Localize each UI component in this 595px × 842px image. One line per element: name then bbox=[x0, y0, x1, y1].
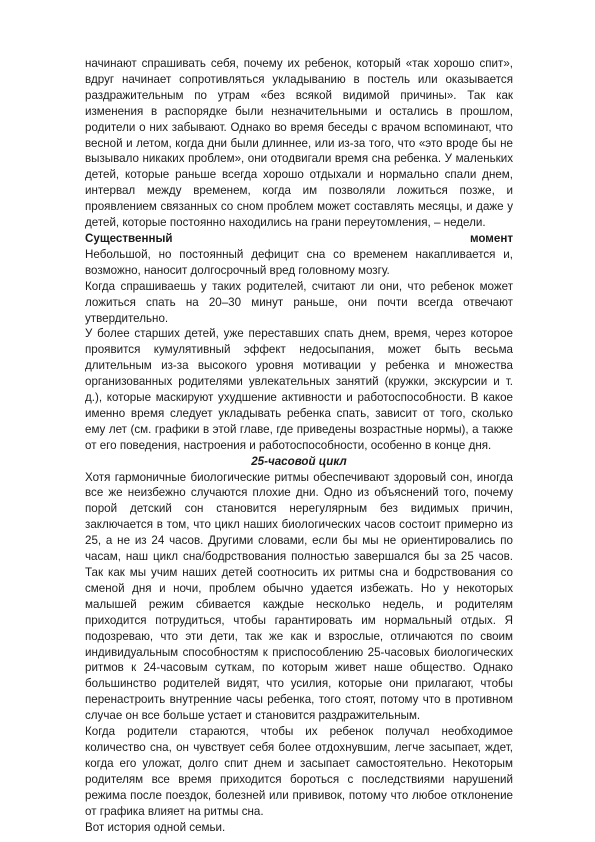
paragraph: Небольшой, но постоянный дефицит сна со временем накапливается и, возможно, наносит долгосрочный вред головному мозгу. bbox=[85, 247, 513, 277]
paragraph: Когда родители стараются, чтобы их ребенок получал необходимое количество сна, он чувствует себя более отдохнувшим, легче засыпает, ждет, когда его уложат, долго спит днем и засыпает самостоятельно. Некоторым родителям все время приходится бороться с последствиями нарушений режима после поездок, болезней или прививок, потому что любое отклонение от графика влияет на ритмы сна. bbox=[85, 725, 513, 818]
paragraph: начинают спрашивать себя, почему их ребенок, который «так хорошо спит», вдруг начинает сопротивляться укладыванию в постель или оказывается раздражительным по утрам «без всякой видимой причины». Так как изменения в распорядке были незначительными и остались в прошлом, родители о них забывают. Однако во время беседы с врачом вспоминают, что весной и летом, когда дни были длиннее, или из-за того, что «это вроде бы не вызывало никаких проблем», они отодвигали время сна ребенка. У маленьких детей, которые раньше всегда хорошо отдыхали и нормально спали днем, интервал между временем, когда им позволяли ложиться позже, и проявлением связанных со сном проблем может составлять месяцы, и даже у детей, которые постоянно находились на грани переутомления, – недели. bbox=[85, 57, 513, 230]
section-heading-25-hour-cycle: 25-часовой цикл bbox=[251, 454, 347, 468]
paragraph: Хотя гармоничные биологические ритмы обеспечивают здоровый сон, иногда все же неизбежно случаются плохие дни. Одно из объяснений того, почему порой детский сон становится нерегулярным без видимых причин, заключается в том, что цикл наших биологических часов состоит примерно из 25, а не из 24 часов. Другими словами, если бы мы не ориентировались по часам, наш цикл сна/бодрствования полностью завершался бы за 25 часов. Так как мы учим наших детей соотносить их ритмы сна и бодрствования со сменой дня и ночи, проблем обычно удается избежать. Но у некоторых малышей режим сбивается каждые несколько недель, и родителям приходится потрудиться, чтобы гарантировать им нормальный отдых. Я подозреваю, что эти дети, так же как и взрослые, отличаются по своим индивидуальным способностям к приспособлению 25-часовых биологических ритмов к 24-часовым суткам, по которым живет наше общество. Однако большинство родителей видят, что усилия, которые они прилагают, чтобы перенастроить внутренние часы ребенка, того стоят, потому что в противном случае он все больше устает и становится раздражительным. bbox=[85, 470, 513, 723]
section-heading-key-point bbox=[85, 231, 513, 247]
paragraph: Вот история одной семьи. bbox=[85, 820, 226, 834]
paragraph: У более старших детей, уже переставших спать днем, время, через которое проявится кумулятивный эффект недосыпания, может быть весьма длительным из-за высокого уровня мотивации у ребенка и множества организованных родителями увлекательных занятий (кружки, экскурсии и т. д.), которые маскируют ухудшение активности и работоспособности. В какое именно время следует укладывать ребенка спать, зависит от того, сколько ему лет (см. графики в этой главе, где приведены возрастные нормы), а также от его поведения, настроения и работоспособности, особенно в конце дня. bbox=[85, 327, 513, 452]
heading-word-left: Существенный bbox=[85, 231, 173, 245]
paragraph: Когда спрашиваешь у таких родителей, считают ли они, что ребенок может ложиться спать на 20–30 минут раньше, они почти всегда отвечают утвердительно. bbox=[85, 279, 513, 325]
heading-word-right: момент bbox=[469, 231, 513, 245]
document-page bbox=[85, 56, 513, 835]
